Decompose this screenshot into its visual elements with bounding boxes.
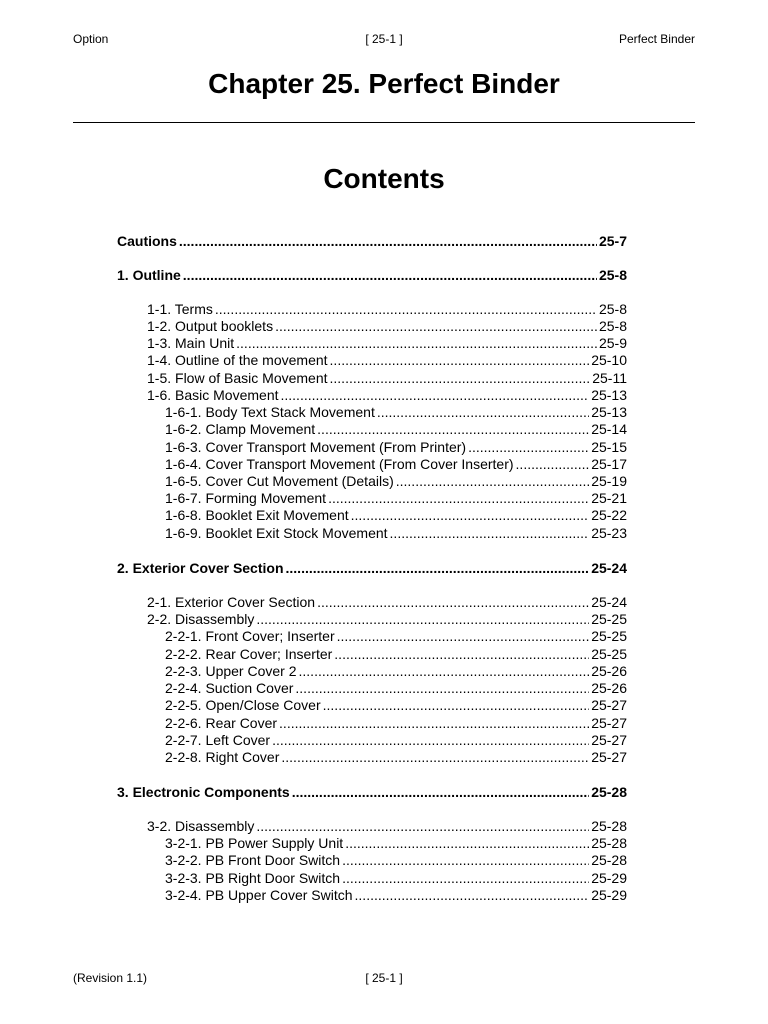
toc-dot-leader (299, 663, 590, 680)
toc-entry-pb-front-door-switch[interactable] (165, 852, 627, 869)
toc-entry-electronic-components[interactable] (117, 784, 627, 801)
toc-entry-title: 2. Exterior Cover Section (117, 560, 284, 576)
toc-entry-title: 2-2-4. Suction Cover (165, 680, 294, 696)
toc-dot-leader (317, 421, 589, 438)
toc-entry-page: 25-27 (591, 715, 627, 731)
toc-entry-front-cover-inserter[interactable] (165, 628, 627, 645)
toc-entry-title: 1-3. Main Unit (147, 335, 235, 351)
header-chapter-name: Perfect Binder (618, 32, 695, 46)
toc-entry-title: 1-6-5. Cover Cut Movement (Details) (165, 473, 394, 489)
toc-entry-page: 25-27 (591, 749, 627, 765)
toc-dot-leader (236, 335, 597, 352)
chapter-title: Chapter 25. Perfect Binder (208, 68, 560, 99)
toc-entry-page: 25-8 (598, 301, 627, 317)
toc-entry-page: 25-14 (591, 421, 627, 437)
toc-entry-title: 1-2. Output booklets (147, 318, 274, 334)
toc-entry-title: 1-6-3. Cover Transport Movement (From Printer) (165, 439, 467, 455)
toc-entry-title: 1-1. Terms (147, 301, 213, 317)
toc-dot-leader (272, 732, 589, 749)
toc-entry-disassembly[interactable] (147, 611, 627, 628)
toc-entry-title: 2-2-8. Right Cover (165, 749, 280, 765)
toc-entry-title: 3. Electronic Components (117, 784, 290, 800)
toc-dot-leader (286, 560, 590, 577)
header-page-number: [ 25-1 ] (365, 32, 403, 46)
toc-entry-page: 25-28 (591, 852, 627, 868)
toc-entry-forming-movement[interactable] (165, 490, 627, 507)
toc-dot-leader (281, 749, 589, 766)
toc-entry-page: 25-27 (591, 697, 627, 713)
footer-revision: (Revision 1.1) (73, 971, 148, 985)
toc-entry-title: 2-2-5. Open/Close Cover (165, 697, 321, 713)
toc-dot-leader (256, 611, 589, 628)
toc-entry-page: 25-9 (598, 335, 627, 351)
toc-dot-leader (345, 835, 589, 852)
toc-dot-leader (292, 784, 589, 801)
toc-entry-exterior-cover[interactable] (147, 594, 627, 611)
toc-entry-pb-right-door-switch[interactable] (165, 870, 627, 887)
toc-entry-flow-of-basic-movement[interactable] (147, 370, 627, 387)
toc-entry-cover-transport-printer[interactable] (165, 439, 627, 456)
toc-dot-leader (355, 887, 590, 904)
toc-entry-page: 25-7 (598, 233, 627, 249)
footer-page-number: [ 25-1 ] (365, 971, 403, 985)
toc-entry-disassembly-electronic[interactable] (147, 818, 627, 835)
toc-entry-page: 25-28 (591, 784, 627, 800)
header-section-label: Option (73, 32, 109, 46)
toc-entry-terms[interactable] (147, 301, 627, 318)
toc-entry-title: 3-2. Disassembly (147, 818, 255, 834)
toc-dot-leader (516, 456, 590, 473)
toc-dot-leader (328, 490, 589, 507)
toc-entry-page: 25-25 (591, 646, 627, 662)
toc-entry-upper-cover-2[interactable] (165, 663, 627, 680)
toc-dot-leader (330, 352, 590, 369)
toc-entry-title: 3-2-1. PB Power Supply Unit (165, 835, 344, 851)
toc-entry-clamp-movement[interactable] (165, 421, 627, 438)
toc-entry-page: 25-23 (591, 525, 627, 541)
toc-dot-leader (396, 473, 589, 490)
toc-entry-output-booklets[interactable] (147, 318, 627, 335)
toc-entry-page: 25-24 (591, 560, 627, 576)
toc-entry-page: 25-26 (591, 680, 627, 696)
page-footer (73, 971, 695, 989)
toc-entry-page: 25-28 (591, 818, 627, 834)
toc-entry-basic-movement[interactable] (147, 387, 627, 404)
toc-entry-title: 3-2-2. PB Front Door Switch (165, 852, 341, 868)
toc-entry-page: 25-25 (591, 611, 627, 627)
toc-dot-leader (337, 628, 590, 645)
toc-entry-title: 2-2-3. Upper Cover 2 (165, 663, 297, 679)
toc-dot-leader (342, 852, 589, 869)
toc-dot-leader (295, 680, 589, 697)
toc-entry-title: 1-6-7. Forming Movement (165, 490, 327, 506)
contents-heading: Contents (323, 163, 445, 194)
toc-entry-page: 25-29 (591, 887, 627, 903)
toc-entry-left-cover[interactable] (165, 732, 627, 749)
toc-dot-leader (279, 715, 589, 732)
toc-entry-title: 2-2-7. Left Cover (165, 732, 271, 748)
toc-dot-leader (342, 870, 589, 887)
toc-entry-page: 25-26 (591, 663, 627, 679)
toc-entry-title: 2-2. Disassembly (147, 611, 255, 627)
toc-entry-page: 25-29 (591, 870, 627, 886)
toc-entry-title: 1-6. Basic Movement (147, 387, 279, 403)
toc-entry-page: 25-15 (591, 439, 627, 455)
toc-dot-leader (334, 646, 589, 663)
toc-dot-leader (468, 439, 589, 456)
toc-entry-title: 3-2-3. PB Right Door Switch (165, 870, 341, 886)
toc-dot-leader (179, 233, 597, 250)
toc-entry-page: 25-8 (598, 318, 627, 334)
toc-dot-leader (183, 267, 597, 284)
toc-dot-leader (281, 387, 590, 404)
toc-entry-title: Cautions (117, 233, 177, 249)
toc-entry-title: 3-2-4. PB Upper Cover Switch (165, 887, 353, 903)
toc-entry-open-close-cover[interactable] (165, 697, 627, 714)
toc-entry-page: 25-22 (591, 507, 627, 523)
toc-entry-page: 25-25 (591, 628, 627, 644)
toc-entry-page: 25-10 (591, 352, 627, 368)
toc-entry-pb-upper-cover-switch[interactable] (165, 887, 627, 904)
toc-entry-title: 1-6-9. Booklet Exit Stock Movement (165, 525, 388, 541)
toc-entry-title: 2-1. Exterior Cover Section (147, 594, 316, 610)
toc-dot-leader (215, 301, 597, 318)
toc-entry-body-text-stack[interactable] (165, 404, 627, 421)
toc-entry-outline[interactable] (117, 267, 627, 284)
toc-entry-page: 25-27 (591, 732, 627, 748)
toc-entry-page: 25-24 (591, 594, 627, 610)
toc-entry-title: 2-2-6. Rear Cover (165, 715, 278, 731)
toc-dot-leader (330, 370, 591, 387)
toc-entry-page: 25-13 (591, 404, 627, 420)
toc-dot-leader (256, 818, 589, 835)
toc-dot-leader (323, 697, 590, 714)
toc-entry-title: 1-6-8. Booklet Exit Movement (165, 507, 349, 523)
toc-entry-page: 25-19 (591, 473, 627, 489)
toc-entry-title: 2-2-2. Rear Cover; Inserter (165, 646, 333, 662)
toc-entry-page: 25-13 (591, 387, 627, 403)
toc-entry-outline-of-movement[interactable] (147, 352, 627, 369)
toc-entry-page: 25-28 (591, 835, 627, 851)
toc-dot-leader (377, 404, 589, 421)
toc-entry-booklet-exit[interactable] (165, 507, 627, 524)
toc-entry-rear-cover-inserter[interactable] (165, 646, 627, 663)
toc-entry-cautions[interactable] (117, 233, 627, 250)
toc-dot-leader (390, 525, 590, 542)
toc-entry-page: 25-8 (598, 267, 627, 283)
toc-entry-title: 1-5. Flow of Basic Movement (147, 370, 328, 386)
toc-entry-suction-cover[interactable] (165, 680, 627, 697)
toc-entry-exterior-cover-section[interactable] (117, 560, 627, 577)
toc-entry-cover-transport-inserter[interactable] (165, 456, 627, 473)
toc-entry-title: 1. Outline (117, 267, 181, 283)
toc-entry-title: 1-6-1. Body Text Stack Movement (165, 404, 375, 420)
toc-entry-page: 25-11 (592, 370, 627, 386)
toc-entry-cover-cut-movement[interactable] (165, 473, 627, 490)
toc-entry-title: 1-6-2. Clamp Movement (165, 421, 316, 437)
toc-entry-title: 2-2-1. Front Cover; Inserter (165, 628, 335, 644)
toc-entry-title: 1-6-4. Cover Transport Movement (From Cover Inserter) (165, 456, 514, 472)
toc-entry-booklet-exit-stock[interactable] (165, 525, 627, 542)
toc-entry-rear-cover[interactable] (165, 715, 627, 732)
toc-entry-pb-power-supply[interactable] (165, 835, 627, 852)
toc-dot-leader (317, 594, 589, 611)
toc-entry-page: 25-17 (591, 456, 627, 472)
toc-dot-leader (275, 318, 597, 335)
toc-entry-right-cover[interactable] (165, 749, 627, 766)
toc-entry-page: 25-21 (591, 490, 627, 506)
toc-dot-leader (351, 507, 590, 524)
toc-entry-title: 1-4. Outline of the movement (147, 352, 328, 368)
toc-entry-main-unit[interactable] (147, 335, 627, 352)
